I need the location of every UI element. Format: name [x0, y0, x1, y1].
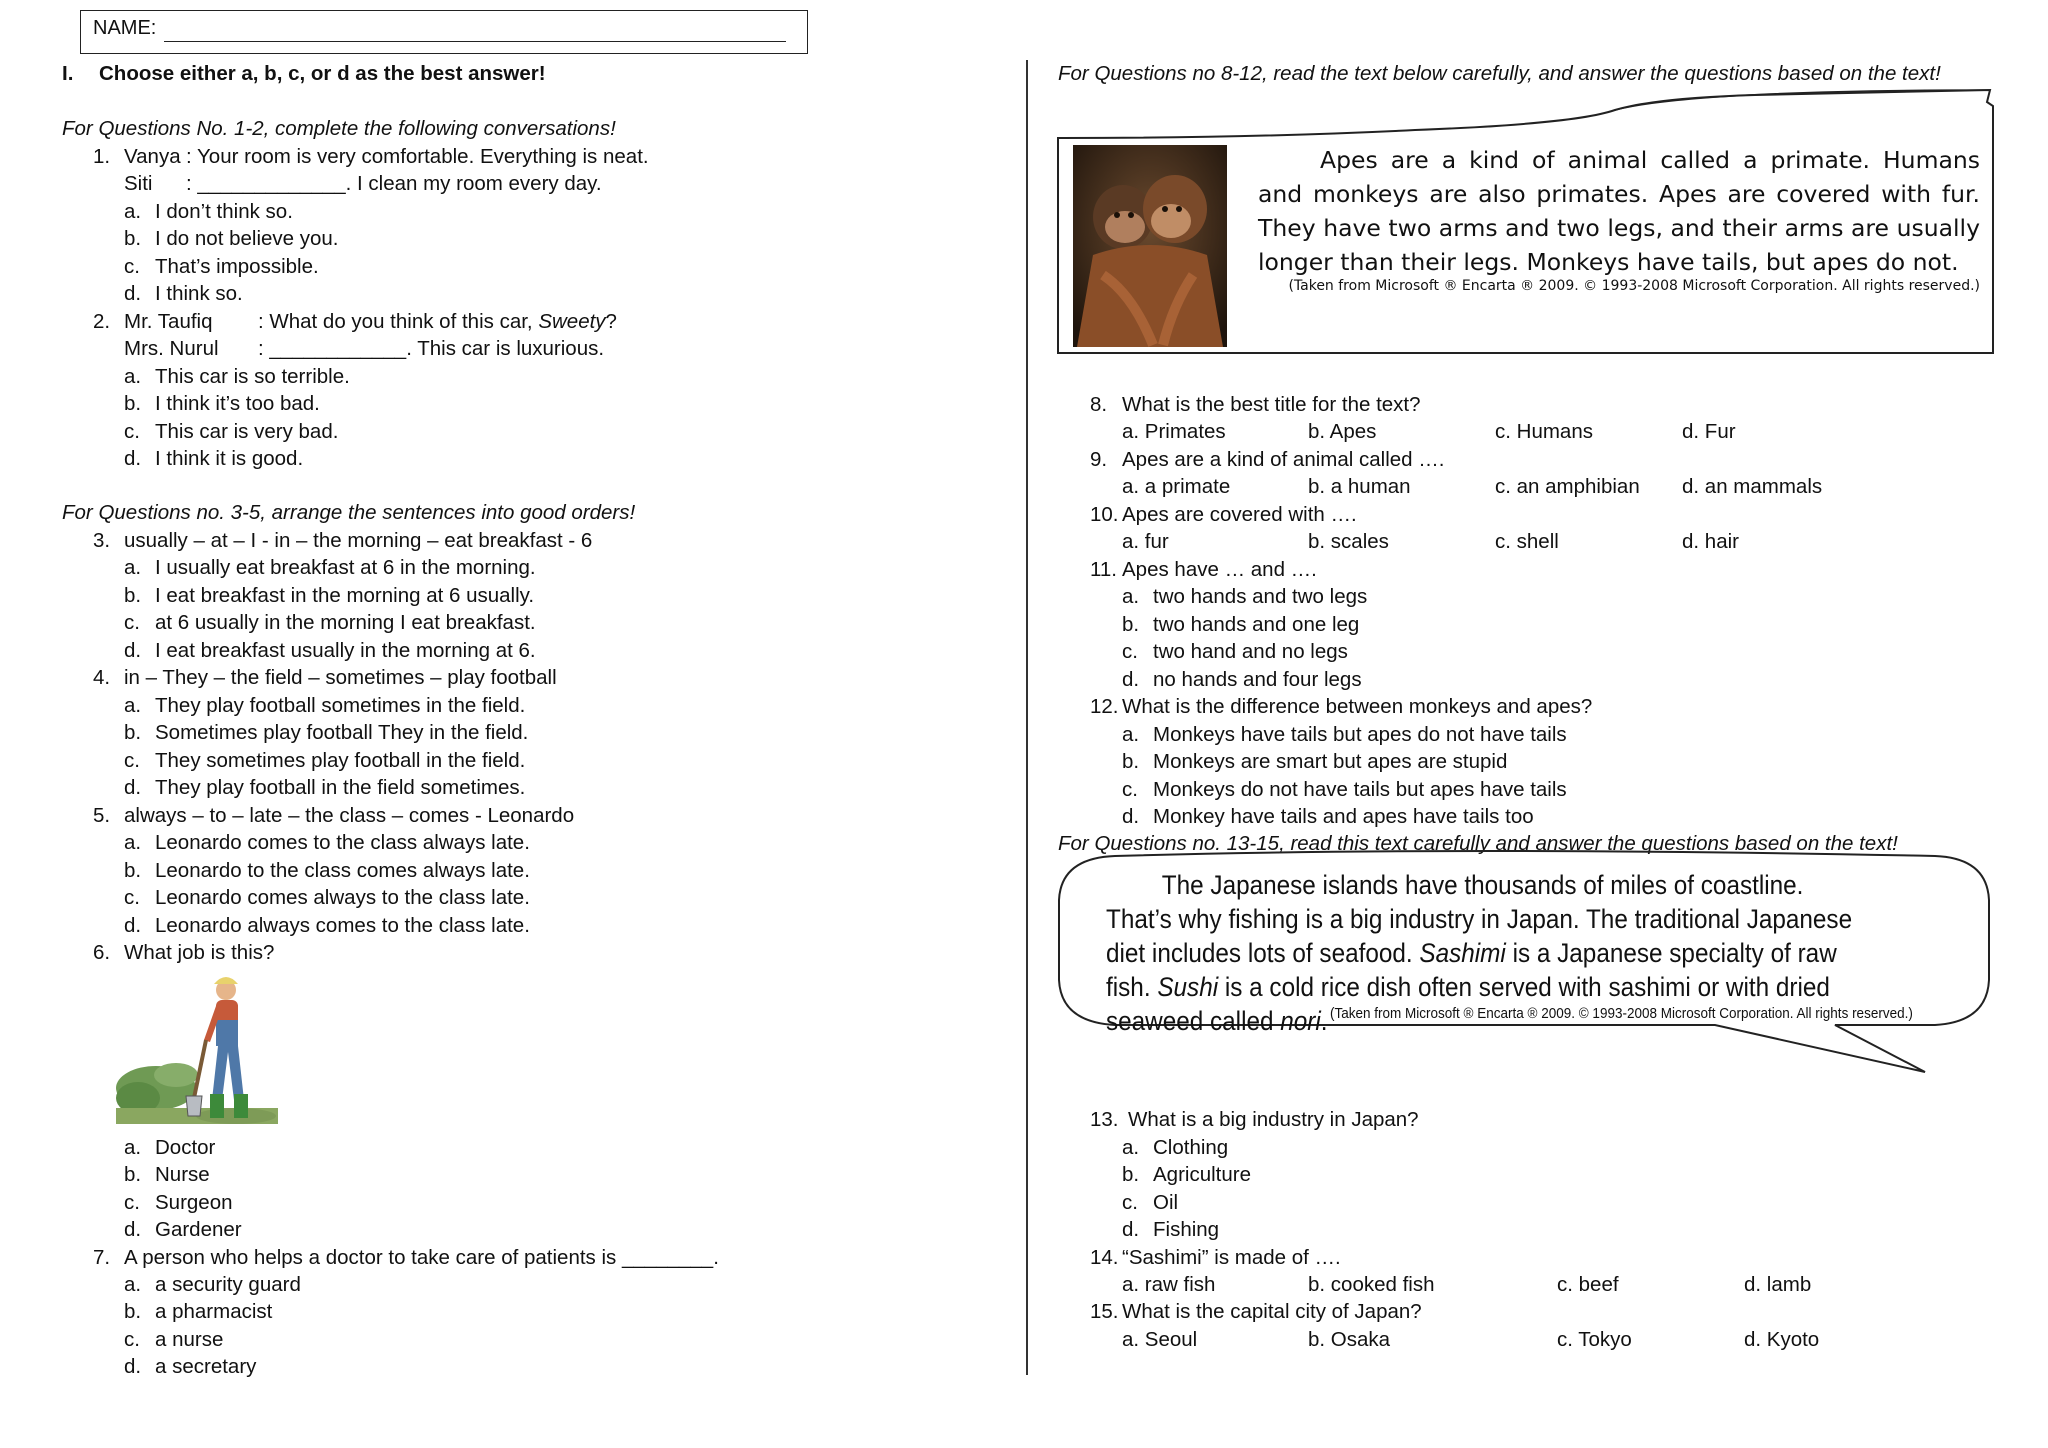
- answer-option[interactable]: b. scales: [1308, 530, 1389, 553]
- answer-option[interactable]: a nurse: [155, 1328, 224, 1351]
- option-letter: d.: [124, 282, 142, 305]
- option-letter: b.: [124, 1300, 142, 1323]
- question-text: A person who helps a doctor to take care of patients is ________.: [124, 1246, 719, 1269]
- option-letter: d.: [124, 447, 142, 470]
- intro-questions-3-5: For Questions no. 3-5, arrange the sentences into good orders!: [62, 501, 636, 524]
- option-letter: a.: [1122, 585, 1140, 608]
- section-number: I.: [62, 62, 74, 85]
- question-text: Apes are covered with ….: [1122, 503, 1357, 526]
- option-letter: a.: [124, 694, 142, 717]
- answer-option[interactable]: Monkeys have tails but apes do not have tails: [1153, 723, 1567, 746]
- answer-option[interactable]: a. a primate: [1122, 475, 1231, 498]
- option-letter: b.: [124, 392, 142, 415]
- question-number: 5.: [93, 804, 111, 827]
- gardener-illustration: [116, 970, 278, 1124]
- answer-option[interactable]: This car is very bad.: [155, 420, 339, 443]
- option-letter: d.: [124, 1218, 142, 1241]
- option-letter: b.: [124, 859, 142, 882]
- answer-option[interactable]: Agriculture: [1153, 1163, 1251, 1186]
- answer-option[interactable]: c. shell: [1495, 530, 1559, 553]
- answer-option[interactable]: b. a human: [1308, 475, 1411, 498]
- answer-option[interactable]: two hands and two legs: [1153, 585, 1368, 608]
- option-letter: b.: [124, 1163, 142, 1186]
- answer-option[interactable]: This car is so terrible.: [155, 365, 350, 388]
- question-number: 9.: [1090, 448, 1108, 471]
- answer-option[interactable]: I think it is good.: [155, 447, 304, 470]
- option-letter: b.: [124, 721, 142, 744]
- answer-option[interactable]: Leonardo always comes to the class late.: [155, 914, 530, 937]
- answer-option[interactable]: c. an amphibian: [1495, 475, 1640, 498]
- answer-option[interactable]: Monkeys do not have tails but apes have tails: [1153, 778, 1567, 801]
- orangutan-photo: [1073, 145, 1227, 347]
- option-letter: c.: [124, 749, 140, 772]
- answer-option[interactable]: They sometimes play football in the field.: [155, 749, 526, 772]
- answer-option[interactable]: b. Osaka: [1308, 1328, 1391, 1351]
- option-letter: d.: [1122, 1218, 1140, 1241]
- answer-option[interactable]: a secretary: [155, 1355, 257, 1378]
- answer-option[interactable]: They play football sometimes in the field.: [155, 694, 526, 717]
- question-number: 14.: [1090, 1246, 1119, 1269]
- answer-option[interactable]: Monkey have tails and apes have tails too: [1153, 805, 1534, 828]
- option-letter: d.: [124, 639, 142, 662]
- option-letter: b.: [124, 227, 142, 250]
- answer-option[interactable]: That’s impossible.: [155, 255, 319, 278]
- passage-1-text: Apes are a kind of animal called a primate. Humans and monkeys are also primates. Apes are covered with fur. They have two arms and two legs, and their arms are usually longer than their legs. Monkeys have tails, but apes do not.: [1258, 146, 1980, 276]
- answer-option[interactable]: d. Kyoto: [1744, 1328, 1820, 1351]
- answer-option[interactable]: b. cooked fish: [1308, 1273, 1435, 1296]
- question-text: What is the difference between monkeys and apes?: [1122, 695, 1593, 718]
- dialogue-line: : Your room is very comfortable. Everything is neat.: [186, 145, 649, 168]
- answer-option[interactable]: I usually eat breakfast at 6 in the morning.: [155, 556, 536, 579]
- passage-2-credit: (Taken from Microsoft ® Encarta ® 2009. © 1993-2008 Microsoft Corporation. All rights reserved.): [1330, 1005, 1913, 1022]
- question-text: What is the capital city of Japan?: [1122, 1300, 1422, 1323]
- speaker-name: Siti: [124, 172, 153, 195]
- question-text: usually – at – I - in – the morning – eat breakfast - 6: [124, 529, 593, 552]
- option-letter: c.: [1122, 1191, 1138, 1214]
- answer-option[interactable]: I eat breakfast usually in the morning at 6.: [155, 639, 536, 662]
- question-number: 8.: [1090, 393, 1108, 416]
- answer-option[interactable]: a. fur: [1122, 530, 1169, 553]
- question-number: 7.: [93, 1246, 111, 1269]
- option-letter: a.: [1122, 1136, 1140, 1159]
- answer-option[interactable]: Sometimes play football They in the field.: [155, 721, 529, 744]
- section-instruction: Choose either a, b, c, or d as the best answer!: [99, 62, 546, 85]
- intro-questions-13-15: For Questions no. 13-15, read this text carefully and answer the questions based on the text!: [1058, 832, 1898, 855]
- option-letter: c.: [124, 255, 140, 278]
- answer-option[interactable]: d. lamb: [1744, 1273, 1812, 1296]
- question-text: “Sashimi” is made of ….: [1122, 1246, 1341, 1269]
- dialogue-line: : ____________. This car is luxurious.: [258, 337, 605, 360]
- option-letter: c.: [1122, 640, 1138, 663]
- question-number: 12.: [1090, 695, 1119, 718]
- answer-option[interactable]: c. Humans: [1495, 420, 1593, 443]
- option-letter: a.: [124, 831, 142, 854]
- answer-option[interactable]: two hands and one leg: [1153, 613, 1360, 636]
- question-text: Apes are a kind of animal called ….: [1122, 448, 1445, 471]
- answer-option[interactable]: two hand and no legs: [1153, 640, 1348, 663]
- passage-2-text: The Japanese islands have thousands of miles of coastline. That’s why fishing is a big industry in Japan. The traditional Japanese diet includes lots of seafood. Sashimi is a Japanese specialty of raw fish. Sushi is a cold rice dish often served with sashimi or with dried seaweed called nori.: [1106, 870, 1853, 1036]
- question-number: 1.: [93, 145, 111, 168]
- answer-option[interactable]: c. beef: [1557, 1273, 1619, 1296]
- answer-option[interactable]: no hands and four legs: [1153, 668, 1362, 691]
- answer-option[interactable]: Leonardo comes to the class always late.: [155, 831, 530, 854]
- answer-option[interactable]: a. Seoul: [1122, 1328, 1198, 1351]
- answer-option[interactable]: b. Apes: [1308, 420, 1377, 443]
- answer-option[interactable]: Oil: [1153, 1191, 1179, 1214]
- answer-option[interactable]: Nurse: [155, 1163, 210, 1186]
- answer-option[interactable]: I don’t think so.: [155, 200, 293, 223]
- answer-option[interactable]: at 6 usually in the morning I eat breakfast.: [155, 611, 536, 634]
- answer-option[interactable]: Clothing: [1153, 1136, 1229, 1159]
- option-letter: c.: [124, 611, 140, 634]
- speaker-name: Mrs. Nurul: [124, 337, 219, 360]
- option-letter: d.: [1122, 805, 1140, 828]
- answer-option[interactable]: d. an mammals: [1682, 475, 1823, 498]
- option-letter: b.: [124, 584, 142, 607]
- option-letter: c.: [124, 1191, 140, 1214]
- question-text: in – They – the field – sometimes – play football: [124, 666, 557, 689]
- option-letter: d.: [124, 1355, 142, 1378]
- option-letter: b.: [1122, 750, 1140, 773]
- name-field[interactable]: [164, 41, 786, 42]
- question-number: 15.: [1090, 1300, 1119, 1323]
- answer-option[interactable]: d. Fur: [1682, 420, 1736, 443]
- option-letter: a.: [124, 1136, 142, 1159]
- answer-option[interactable]: I think so.: [155, 282, 243, 305]
- answer-option[interactable]: They play football in the field sometimes.: [155, 776, 526, 799]
- option-letter: d.: [1122, 668, 1140, 691]
- option-letter: a.: [1122, 723, 1140, 746]
- question-text: What job is this?: [124, 941, 275, 964]
- answer-option[interactable]: a security guard: [155, 1273, 301, 1296]
- option-letter: a.: [124, 365, 142, 388]
- option-letter: c.: [124, 886, 140, 909]
- question-number: 3.: [93, 529, 111, 552]
- passage-1-credit: (Taken from Microsoft ® Encarta ® 2009. © 1993-2008 Microsoft Corporation. All rights reserved.): [1288, 278, 1980, 294]
- question-number: 2.: [93, 310, 111, 333]
- option-letter: b.: [1122, 1163, 1140, 1186]
- answer-option[interactable]: c. Tokyo: [1557, 1328, 1632, 1351]
- option-letter: a.: [124, 1273, 142, 1296]
- option-letter: c.: [124, 420, 140, 443]
- answer-option[interactable]: I do not believe you.: [155, 227, 339, 250]
- answer-option[interactable]: Surgeon: [155, 1191, 233, 1214]
- question-number: 11.: [1090, 558, 1117, 581]
- dialogue-line: : What do you think of this car, Sweety?: [258, 310, 617, 333]
- question-text: always – to – late – the class – comes - Leonardo: [124, 804, 575, 827]
- option-letter: c.: [124, 1328, 140, 1351]
- answer-option[interactable]: d. hair: [1682, 530, 1739, 553]
- question-text: What is the best title for the text?: [1122, 393, 1421, 416]
- option-letter: d.: [124, 914, 142, 937]
- option-letter: c.: [1122, 778, 1138, 801]
- answer-option[interactable]: Doctor: [155, 1136, 216, 1159]
- dialogue-line: : _____________. I clean my room every day.: [186, 172, 602, 195]
- speaker-name: Vanya: [124, 145, 181, 168]
- answer-option[interactable]: a. Primates: [1122, 420, 1226, 443]
- question-number: 6.: [93, 941, 111, 964]
- column-divider: [1026, 60, 1028, 1375]
- name-label: NAME:: [93, 17, 157, 39]
- name-box: [80, 10, 808, 54]
- intro-questions-1-2: For Questions No. 1-2, complete the following conversations!: [62, 117, 616, 140]
- option-letter: a.: [124, 200, 142, 223]
- answer-option[interactable]: Leonardo to the class comes always late.: [155, 859, 530, 882]
- option-letter: b.: [1122, 613, 1140, 636]
- answer-option[interactable]: Fishing: [1153, 1218, 1220, 1241]
- answer-option[interactable]: a. raw fish: [1122, 1273, 1216, 1296]
- question-text: What is a big industry in Japan?: [1128, 1108, 1419, 1131]
- question-number: 10.: [1090, 503, 1119, 526]
- answer-option[interactable]: Leonardo comes always to the class late.: [155, 886, 530, 909]
- option-letter: a.: [124, 556, 142, 579]
- answer-option[interactable]: I think it’s too bad.: [155, 392, 320, 415]
- speaker-name: Mr. Taufiq: [124, 310, 213, 333]
- question-text: Apes have … and ….: [1122, 558, 1317, 581]
- intro-questions-8-12: For Questions no 8-12, read the text below carefully, and answer the questions based on the text!: [1058, 62, 1941, 85]
- answer-option[interactable]: I eat breakfast in the morning at 6 usually.: [155, 584, 535, 607]
- question-number: 13.: [1090, 1108, 1119, 1131]
- answer-option[interactable]: Gardener: [155, 1218, 242, 1241]
- answer-option[interactable]: a pharmacist: [155, 1300, 273, 1323]
- option-letter: d.: [124, 776, 142, 799]
- answer-option[interactable]: Monkeys are smart but apes are stupid: [1153, 750, 1508, 773]
- question-number: 4.: [93, 666, 111, 689]
